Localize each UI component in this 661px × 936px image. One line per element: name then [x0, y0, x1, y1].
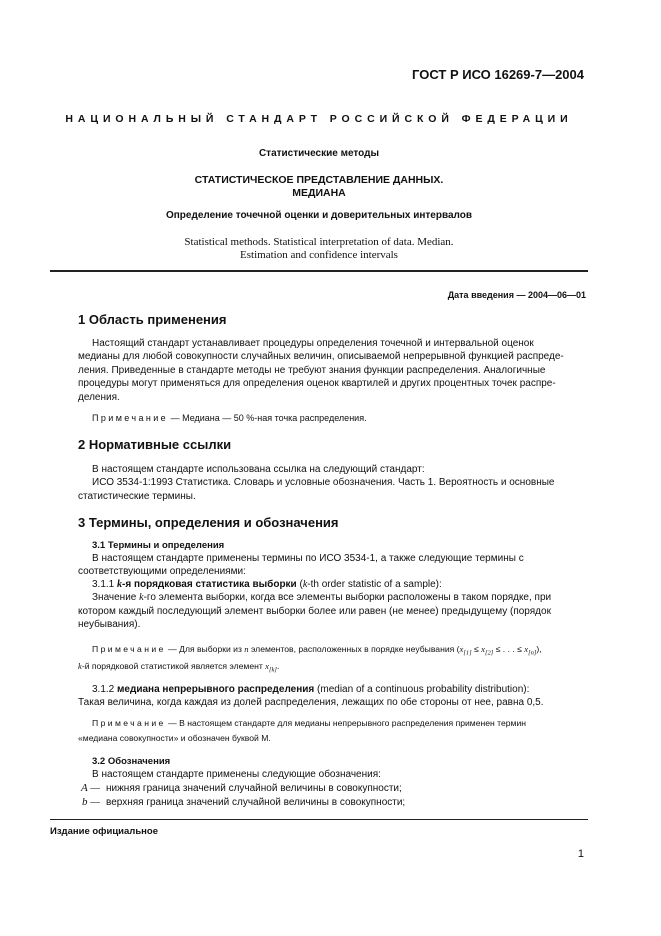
- term-3-1-2-header: [78, 683, 586, 696]
- paragraph-line: ления. Приведенные в стандарте методы не требуют знания функции распределения. Аналогичные: [78, 364, 546, 376]
- note-line: [78, 660, 586, 677]
- term-3-1-2-note: [78, 717, 586, 746]
- section-2-heading: 2 Нормативные ссылки: [78, 437, 232, 452]
- footer-divider: [50, 819, 588, 820]
- paragraph-line: процедуры могут применяться для определения оценок квартилей и других процентных точек распре-: [78, 378, 556, 390]
- introduction-date: Дата введения — 2004—06—01: [447, 290, 586, 300]
- paragraph-line: В настоящем стандарте применены термины по ИСО 3534-1, а также следующие термины с: [92, 553, 524, 564]
- paragraph-line: В настоящем стандарте применены следующие обозначения:: [92, 769, 381, 780]
- term-3-1-2: [78, 683, 586, 710]
- paragraph-line: медианы для любой совокупности случайных величин, описываемой непрерывной функцией распреде-: [78, 351, 564, 363]
- symbol-description: нижняя граница значений случайной величины в совокупности;: [106, 783, 402, 794]
- note-sub: [2]: [485, 649, 494, 657]
- english-title: [50, 236, 588, 262]
- subtitle: Определение точечной оценки и доверительных интервалов: [165, 210, 473, 221]
- note-le: ≤ . . . ≤: [493, 644, 525, 654]
- term-english: (median of a continuous probability distribution):: [314, 684, 530, 695]
- section-1-note: [78, 412, 586, 425]
- term-definition-line: котором каждый последующий элемент выборки более или равен (не менее) предыдущему (порядок: [78, 605, 551, 617]
- english-title-line1: Statistical methods. Statistical interpretation of data. Median.: [184, 236, 454, 248]
- symbol: A —: [80, 782, 100, 794]
- note-line: «медиана совокупности» и обозначен буквой М.: [78, 733, 271, 744]
- official-edition-label: Издание официальное: [50, 826, 158, 837]
- english-title-line2: Estimation and confidence intervals: [240, 249, 398, 261]
- note-n: n: [244, 644, 249, 654]
- paragraph-line: ИСО 3534-1:1993 Статистика. Словарь и условные обозначения. Часть 1. Вероятность и основные: [92, 477, 555, 489]
- term-3-1-1-note: [78, 643, 586, 677]
- term-en-k: k: [302, 579, 308, 590]
- main-title: [50, 174, 588, 200]
- paragraph-line: Настоящий стандарт устанавливает процедуры определения точечной и интервальной оценок: [92, 338, 534, 349]
- note-sub: [k]: [269, 666, 277, 674]
- section-1-paragraph: [78, 337, 586, 404]
- def-k: k: [139, 592, 144, 604]
- note-text: .: [276, 661, 280, 672]
- note-x: x: [265, 661, 269, 672]
- note-line: [92, 643, 586, 660]
- subsection-3-2-intro: [78, 768, 586, 781]
- main-title-line2: МЕДИАНА: [292, 187, 346, 199]
- section-1-heading: 1 Область применения: [78, 312, 227, 327]
- note-text: элементов, расположенных в порядке неубывания (: [248, 644, 460, 654]
- paragraph-line: В настоящем стандарте использована ссылка на следующий стандарт:: [92, 464, 425, 475]
- term-paren: (: [296, 579, 303, 590]
- term-name: медиана непрерывного распределения: [117, 684, 315, 695]
- term-definition-line: Такая величина, когда каждая из долей распределения, лежащих по обе стороны от нее, равна 0,5.: [78, 697, 544, 709]
- main-title-line1: СТАТИСТИЧЕСКОЕ ПРЕДСТАВЛЕНИЕ ДАННЫХ.: [194, 174, 444, 186]
- note-text: ),: [536, 644, 542, 654]
- term-definition-line: неубывания).: [78, 619, 141, 631]
- subsection-3-1-intro: [78, 552, 586, 579]
- standard-code: ГОСТ Р ИСО 16269-7—2004: [412, 67, 584, 82]
- section-3-heading: 3 Термины, определения и обозначения: [78, 515, 339, 530]
- def-text: Значение: [92, 592, 140, 604]
- note-text: — В настоящем стандарте для медианы непрерывного распределения применен термин: [165, 718, 527, 728]
- note-le: ≤: [471, 644, 482, 654]
- note-x: x: [524, 644, 529, 654]
- term-3-1-1-header: [78, 578, 586, 591]
- paragraph-line: статистические термины.: [78, 490, 196, 502]
- def-text: -го элемента выборки, когда все элементы выборки расположены в таком порядке, при: [143, 592, 552, 604]
- note-text: -й порядковой статистикой является элемент: [81, 661, 266, 672]
- term-k: k: [117, 579, 123, 590]
- symbol-row-b: [78, 796, 405, 809]
- title-divider: [50, 270, 588, 272]
- page-number: 1: [577, 848, 584, 860]
- term-3-1-1: [78, 578, 586, 632]
- note-k: k: [78, 661, 82, 672]
- note-sub: [1]: [463, 649, 472, 657]
- term-number: 3.1.2: [92, 684, 115, 695]
- symbol-description: верхняя граница значений случайной величины в совокупности;: [106, 797, 406, 808]
- note-label: Примечание: [92, 413, 169, 423]
- subsection-3-2-heading: 3.2 Обозначения: [92, 756, 171, 767]
- symbol-row-a: [78, 782, 402, 795]
- note-text: — Для выборки из: [165, 644, 245, 654]
- note-sub: [n]: [528, 649, 537, 657]
- paragraph-line: соответствующими определениями:: [78, 566, 246, 578]
- note-x: x: [481, 644, 485, 654]
- note-text: — Медиана — 50 %-ная точка распределения.: [168, 413, 367, 423]
- note-x: x: [459, 644, 464, 654]
- note-line: [92, 717, 586, 730]
- paragraph-line: деления.: [78, 391, 120, 403]
- term-number: 3.1.1: [92, 579, 115, 590]
- national-standard-banner: НАЦИОНАЛЬНЫЙ СТАНДАРТ РОССИЙСКОЙ ФЕДЕРАЦИИ: [65, 113, 573, 125]
- term-english: -th order statistic of a sample):: [307, 579, 442, 590]
- subsection-3-1-heading: 3.1 Термины и определения: [92, 540, 225, 551]
- section-2-paragraph: [78, 463, 586, 503]
- symbol: b —: [81, 796, 100, 808]
- term-definition-line: [78, 591, 586, 604]
- note-label: Примечание: [92, 718, 166, 728]
- note-label: Примечание: [92, 644, 166, 654]
- term-name: -я порядковая статистика выборки: [122, 579, 297, 590]
- series-title: Статистические методы: [258, 148, 380, 159]
